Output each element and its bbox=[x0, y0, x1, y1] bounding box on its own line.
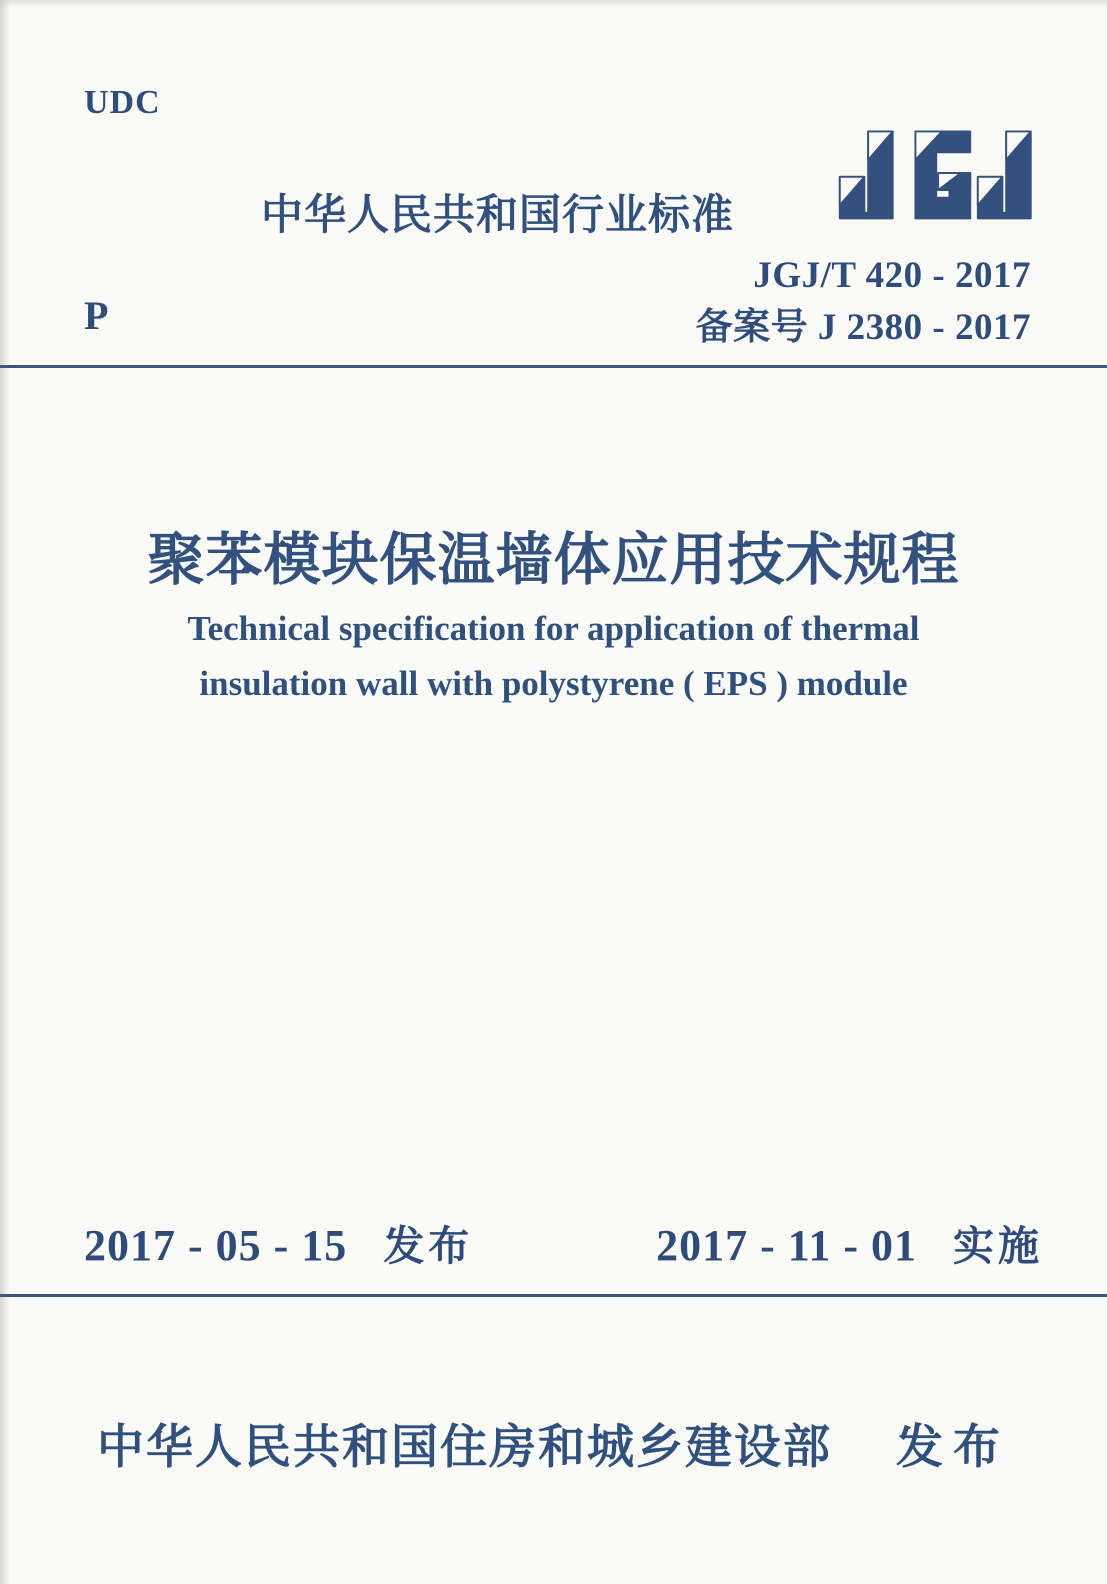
issue-label: 发布 bbox=[383, 1223, 474, 1269]
standard-type-heading: 中华人民共和国行业标准 bbox=[261, 191, 735, 238]
dates-row bbox=[84, 1213, 1043, 1272]
record-number: 备案号 J 2380 - 2017 bbox=[695, 307, 1031, 348]
standard-numbers bbox=[696, 250, 1031, 354]
standard-number: JGJ/T 420 - 2017 bbox=[753, 255, 1031, 296]
page-left-scan-edge bbox=[0, 0, 10, 1584]
implementation-date: 2017 - 11 - 01 bbox=[656, 1221, 917, 1270]
title-english-line1: Technical specification for application of thermal bbox=[187, 609, 920, 648]
implementation-date-group bbox=[656, 1213, 1043, 1272]
publisher-row bbox=[0, 1410, 1107, 1477]
publisher-name: 中华人民共和国住房和城乡建设部 bbox=[97, 1420, 832, 1473]
publish-label: 发布 bbox=[896, 1420, 1010, 1473]
title-english bbox=[0, 601, 1107, 711]
page-top-scan-edge bbox=[0, 0, 1107, 8]
udc-code: UDC bbox=[84, 84, 161, 121]
issue-date: 2017 - 05 - 15 bbox=[84, 1221, 348, 1270]
jgj-logo bbox=[836, 122, 1044, 226]
title-english-line2: insulation wall with polystyrene ( EPS ) module bbox=[199, 664, 908, 703]
implementation-label: 实施 bbox=[953, 1223, 1043, 1269]
footer-divider-line bbox=[0, 1294, 1107, 1297]
title-chinese: 聚苯模块保温墙体应用技术规程 bbox=[147, 529, 960, 592]
issue-date-group bbox=[84, 1213, 473, 1272]
classification-code: P bbox=[84, 293, 109, 338]
header-divider-line bbox=[0, 365, 1107, 368]
